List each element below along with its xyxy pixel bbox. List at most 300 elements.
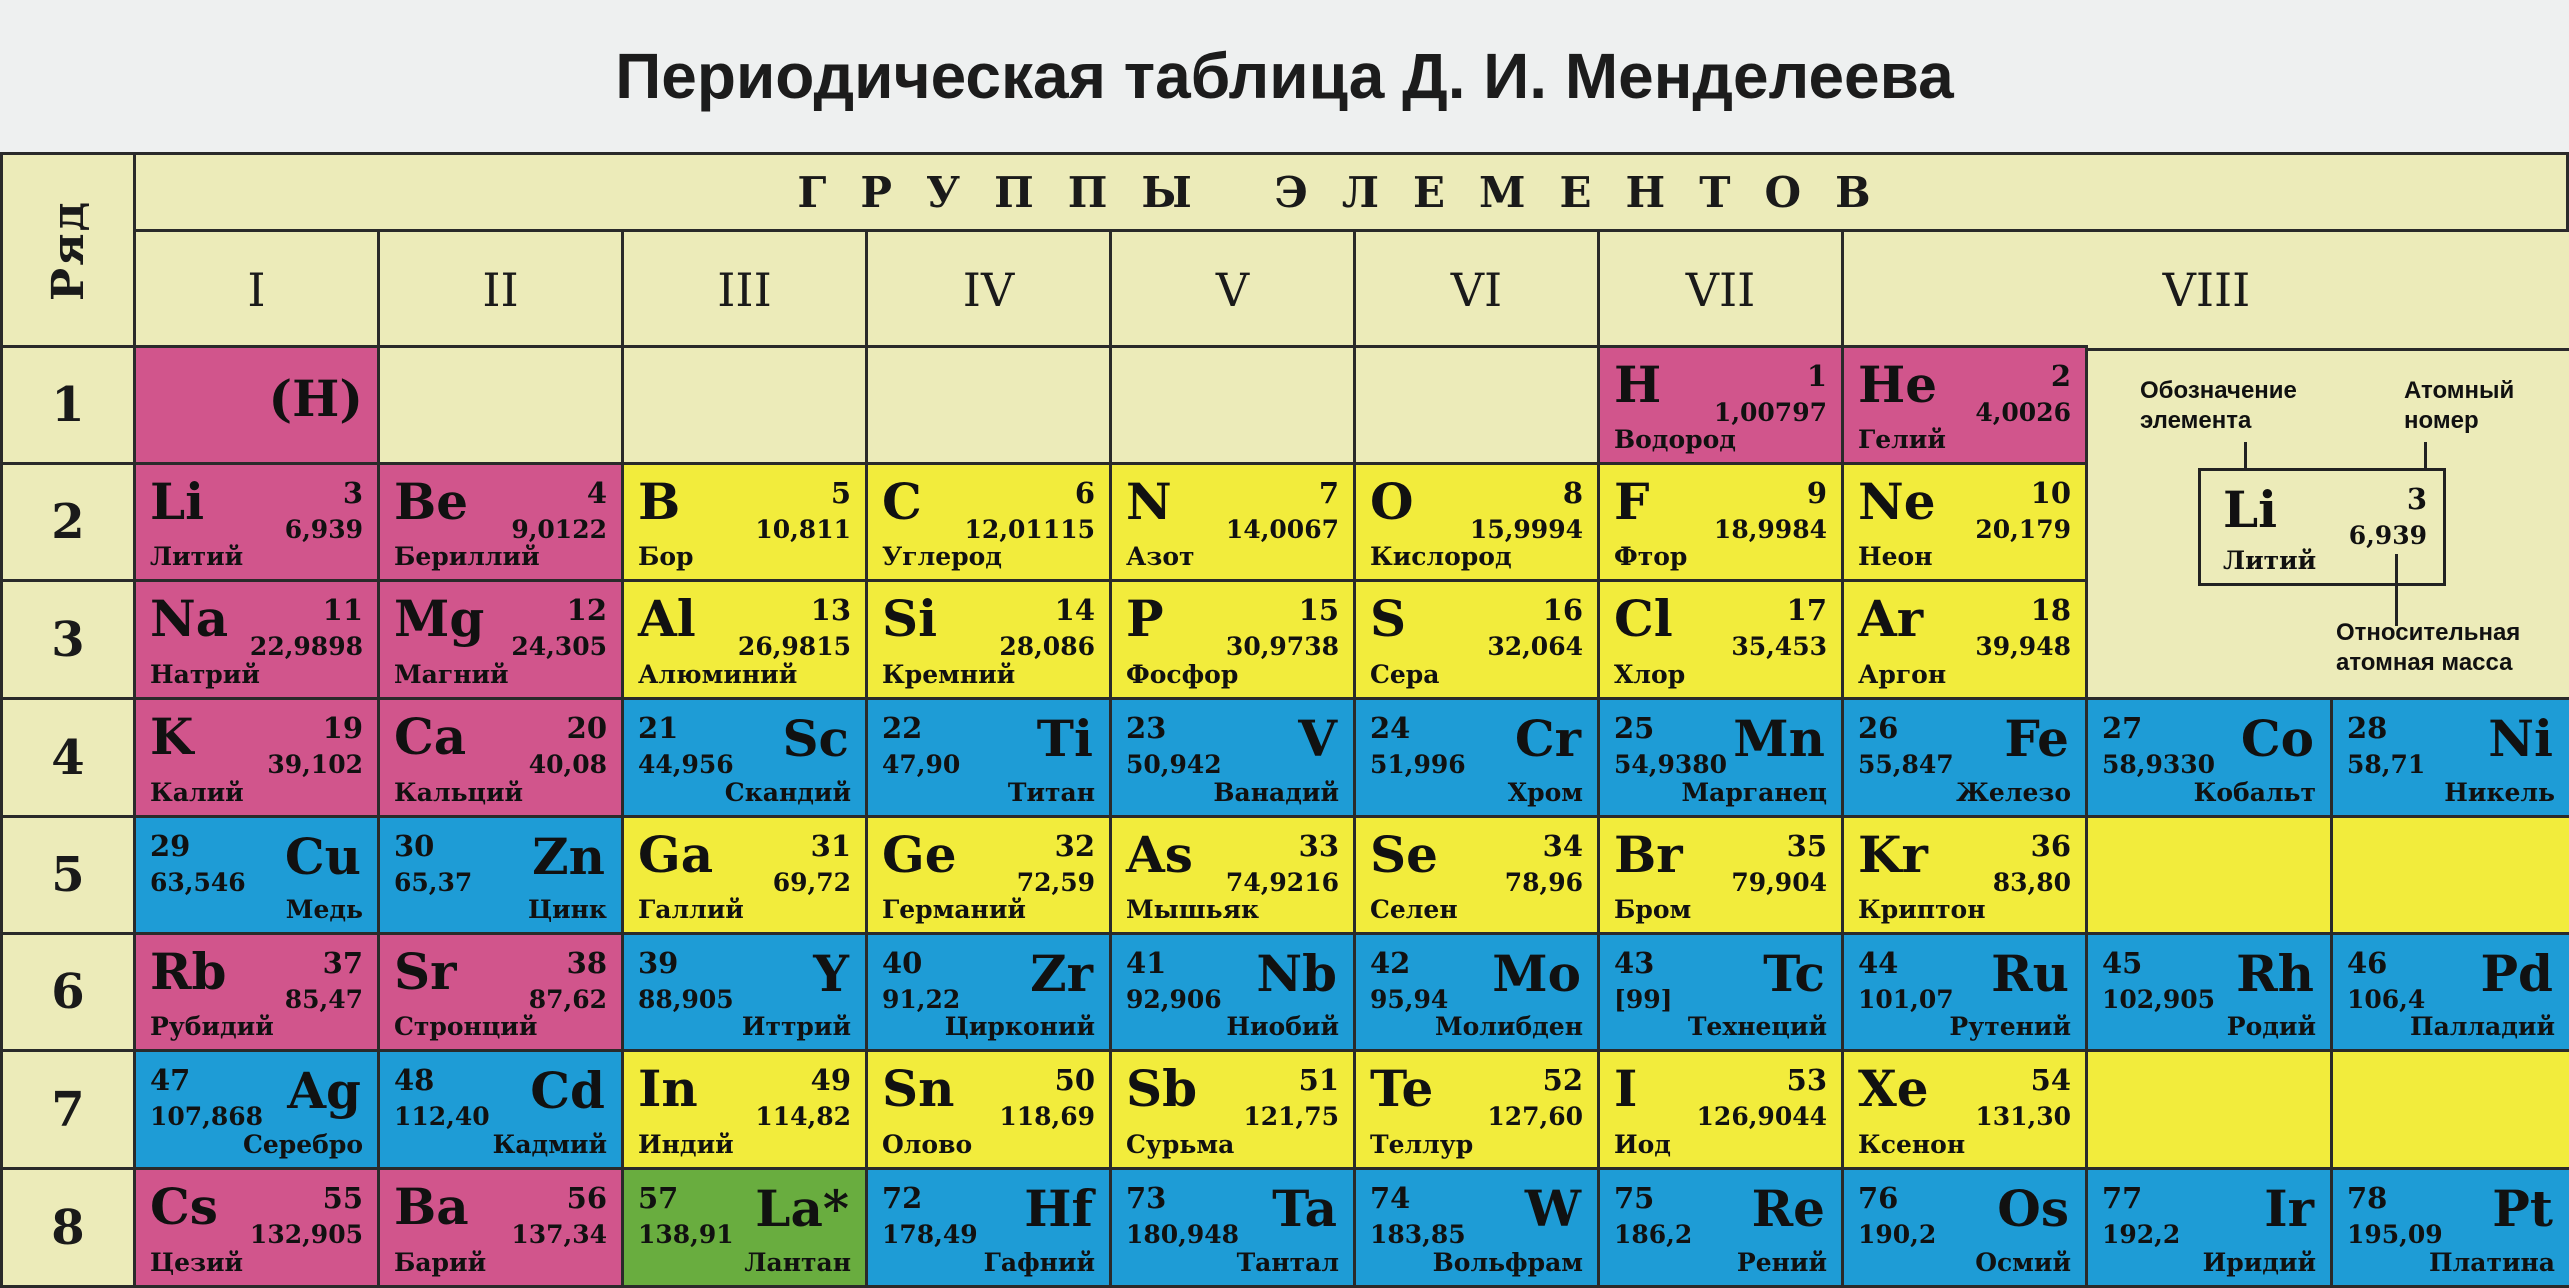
atomic-number: 38 xyxy=(566,946,607,980)
atomic-mass: 15,9994 xyxy=(1469,515,1583,544)
atomic-mass: 138,91 xyxy=(638,1220,734,1249)
element-symbol: Ti xyxy=(1036,709,1093,768)
atomic-number: 73 xyxy=(1126,1181,1167,1215)
element-cell[interactable] xyxy=(133,1167,380,1288)
element-symbol: He xyxy=(1858,355,1938,414)
element-name: Хлор xyxy=(1614,660,1686,689)
atomic-mass: 102,905 xyxy=(2102,985,2216,1014)
element-symbol: Nb xyxy=(1256,944,1337,1003)
element-name: Углерод xyxy=(882,542,1002,571)
atomic-number: 25 xyxy=(1614,711,1655,745)
element-symbol: Y xyxy=(813,944,849,1003)
atomic-number: 19 xyxy=(322,711,363,745)
element-symbol: Si xyxy=(882,589,938,648)
element-name: Ксенон xyxy=(1858,1130,1966,1159)
element-name: Алюминий xyxy=(638,660,798,689)
atomic-number: 5 xyxy=(830,476,851,510)
page-title: Периодическая таблица Д. И. Менделеева xyxy=(0,0,2569,152)
element-cell[interactable] xyxy=(865,932,1112,1052)
element-cell[interactable] xyxy=(621,932,868,1052)
atomic-mass: 95,94 xyxy=(1370,985,1449,1014)
element-name: Цинк xyxy=(527,895,607,924)
empty-cell xyxy=(621,345,868,465)
element-name: Хром xyxy=(1507,778,1583,807)
atomic-number: 54 xyxy=(2030,1063,2071,1097)
element-name: Кремний xyxy=(882,660,1016,689)
element-name: Магний xyxy=(394,660,509,689)
atomic-mass: 26,9815 xyxy=(737,632,851,661)
row-label-2: 2 xyxy=(0,462,136,582)
atomic-mass: 137,34 xyxy=(511,1220,607,1249)
element-cell[interactable] xyxy=(1109,815,1356,935)
element-symbol: As xyxy=(1126,825,1193,884)
element-symbol: Ru xyxy=(1991,944,2069,1003)
atomic-number: 32 xyxy=(1054,829,1095,863)
row-label-4: 4 xyxy=(0,697,136,818)
atomic-mass: 85,47 xyxy=(284,985,363,1014)
hydrogen-placeholder-label: (H) xyxy=(268,369,363,428)
atomic-mass: 101,07 xyxy=(1858,985,1954,1014)
element-cell[interactable] xyxy=(621,1049,868,1170)
atomic-number: 11 xyxy=(322,593,363,627)
element-cell[interactable] xyxy=(1109,932,1356,1052)
atomic-mass: 10,811 xyxy=(755,515,851,544)
element-cell[interactable] xyxy=(1597,1167,1844,1288)
atomic-number: 51 xyxy=(1298,1063,1339,1097)
atomic-number: 31 xyxy=(810,829,851,863)
element-cell[interactable] xyxy=(1597,579,1844,700)
element-cell[interactable] xyxy=(133,697,380,818)
element-name: Галлий xyxy=(638,895,744,924)
atomic-number: 6 xyxy=(1074,476,1095,510)
element-cell[interactable] xyxy=(865,462,1112,582)
element-name: Никель xyxy=(2444,778,2555,807)
atomic-mass: 44,956 xyxy=(638,750,734,779)
element-symbol: Fe xyxy=(2004,709,2069,768)
element-name: Железо xyxy=(1956,778,2071,807)
element-name: Сера xyxy=(1370,660,1440,689)
atomic-number: 9 xyxy=(1806,476,1827,510)
atomic-mass: 88,905 xyxy=(638,985,734,1014)
element-name: Кадмий xyxy=(492,1130,607,1159)
element-symbol: Sc xyxy=(782,709,849,768)
element-symbol: Li xyxy=(150,472,205,531)
element-symbol: I xyxy=(1614,1059,1638,1118)
atomic-number: 75 xyxy=(1614,1181,1655,1215)
atomic-mass: 32,064 xyxy=(1487,632,1583,661)
atomic-number: 40 xyxy=(882,946,923,980)
element-cell[interactable] xyxy=(621,579,868,700)
element-cell[interactable] xyxy=(1841,697,2088,818)
group-header-2: II xyxy=(377,229,624,351)
atomic-number: 4 xyxy=(586,476,607,510)
element-cell[interactable] xyxy=(1841,1049,2088,1170)
legend-example-mass: 6,939 xyxy=(2348,521,2427,550)
element-cell[interactable] xyxy=(1841,1167,2088,1288)
atomic-mass: 69,72 xyxy=(772,868,851,897)
element-symbol: W xyxy=(1524,1179,1581,1238)
atomic-number: 57 xyxy=(638,1181,679,1215)
atomic-mass: 30,9738 xyxy=(1225,632,1339,661)
element-cell[interactable] xyxy=(133,815,380,935)
atomic-number: 18 xyxy=(2030,593,2071,627)
atomic-mass: 186,2 xyxy=(1614,1220,1693,1249)
empty-cell xyxy=(1353,345,1600,465)
row-label-6: 6 xyxy=(0,932,136,1052)
atomic-mass: 79,904 xyxy=(1731,868,1827,897)
atomic-mass: 6,939 xyxy=(284,515,363,544)
element-name: Рений xyxy=(1736,1248,1827,1277)
legend-example-name: Литий xyxy=(2223,546,2317,575)
legend-mass-label: Относительная атомная масса xyxy=(2336,619,2521,676)
legend-example-cell xyxy=(2198,468,2446,586)
atomic-mass: 92,906 xyxy=(1126,985,1222,1014)
element-cell[interactable] xyxy=(377,932,624,1052)
element-name: Селен xyxy=(1370,895,1458,924)
atomic-number: 22 xyxy=(882,711,923,745)
element-cell[interactable] xyxy=(1353,697,1600,818)
row-label-8: 8 xyxy=(0,1167,136,1288)
element-symbol: Cd xyxy=(530,1061,605,1120)
atomic-number: 39 xyxy=(638,946,679,980)
atomic-mass: 55,847 xyxy=(1858,750,1954,779)
element-cell[interactable] xyxy=(133,579,380,700)
atomic-mass: 39,948 xyxy=(1975,632,2071,661)
atomic-mass: 54,9380 xyxy=(1614,750,1728,779)
element-name: Осмий xyxy=(1975,1248,2071,1277)
element-cell[interactable] xyxy=(1597,345,1844,465)
atomic-number: 24 xyxy=(1370,711,1411,745)
element-name: Вольфрам xyxy=(1432,1248,1583,1277)
element-symbol: Ge xyxy=(882,825,957,884)
element-symbol: Ar xyxy=(1858,589,1924,648)
element-cell[interactable] xyxy=(2085,1167,2333,1288)
element-symbol: Ca xyxy=(394,707,467,766)
element-name: Кобальт xyxy=(2193,778,2316,807)
atomic-number: 74 xyxy=(1370,1181,1411,1215)
element-cell[interactable] xyxy=(1353,1049,1600,1170)
element-cell[interactable] xyxy=(377,1167,624,1288)
element-symbol: In xyxy=(638,1059,698,1118)
atomic-number: 52 xyxy=(1542,1063,1583,1097)
element-symbol: Mn xyxy=(1733,709,1825,768)
element-name: Медь xyxy=(285,895,363,924)
element-cell[interactable] xyxy=(2085,932,2333,1052)
atomic-mass: 183,85 xyxy=(1370,1220,1466,1249)
atomic-number: 44 xyxy=(1858,946,1899,980)
element-name: Натрий xyxy=(150,660,260,689)
group-header-7: VII xyxy=(1597,229,1844,351)
element-name: Германий xyxy=(882,895,1026,924)
atomic-mass: 18,9984 xyxy=(1713,515,1827,544)
atomic-mass: 22,9898 xyxy=(249,632,363,661)
element-cell[interactable] xyxy=(621,815,868,935)
atomic-mass: 24,305 xyxy=(511,632,607,661)
atomic-number: 33 xyxy=(1298,829,1339,863)
element-cell[interactable] xyxy=(1109,1049,1356,1170)
element-symbol: Ag xyxy=(287,1061,361,1120)
element-symbol: Rh xyxy=(2236,944,2314,1003)
element-name: Серебро xyxy=(242,1130,363,1159)
atomic-number: 17 xyxy=(1786,593,1827,627)
element-cell[interactable] xyxy=(1353,579,1600,700)
element-cell[interactable] xyxy=(1353,932,1600,1052)
element-symbol: Na xyxy=(150,589,229,648)
element-name: Азот xyxy=(1126,542,1195,571)
atomic-mass: [99] xyxy=(1614,985,1673,1014)
element-cell[interactable] xyxy=(133,1049,380,1170)
atomic-number: 56 xyxy=(566,1181,607,1215)
atomic-number: 36 xyxy=(2030,829,2071,863)
element-name: Литий xyxy=(150,542,244,571)
atomic-number: 48 xyxy=(394,1063,435,1097)
atomic-number: 21 xyxy=(638,711,679,745)
group-header-6: VI xyxy=(1353,229,1600,351)
element-cell[interactable] xyxy=(1597,932,1844,1052)
element-symbol: P xyxy=(1126,589,1164,648)
element-name: Водород xyxy=(1614,425,1736,454)
element-cell[interactable] xyxy=(1841,345,2088,465)
legend-line-mass xyxy=(2395,554,2398,626)
atomic-number: 10 xyxy=(2030,476,2071,510)
hydrogen-placeholder-cell xyxy=(133,345,380,465)
element-cell[interactable] xyxy=(621,462,868,582)
element-symbol: La* xyxy=(755,1179,849,1238)
element-name: Родий xyxy=(2226,1012,2316,1041)
atomic-number: 27 xyxy=(2102,711,2143,745)
element-name: Фосфор xyxy=(1126,660,1239,689)
atomic-mass: 14,0067 xyxy=(1225,515,1339,544)
element-cell[interactable] xyxy=(1841,815,2088,935)
atomic-number: 45 xyxy=(2102,946,2143,980)
atomic-number: 41 xyxy=(1126,946,1167,980)
element-cell[interactable] xyxy=(133,462,380,582)
element-symbol: Sn xyxy=(882,1059,955,1118)
element-cell[interactable] xyxy=(1841,579,2088,700)
element-name: Кальций xyxy=(394,778,524,807)
element-cell[interactable] xyxy=(133,932,380,1052)
element-cell[interactable] xyxy=(1353,1167,1600,1288)
element-symbol: Ta xyxy=(1272,1179,1337,1238)
empty-cell xyxy=(865,345,1112,465)
atomic-mass: 50,942 xyxy=(1126,750,1222,779)
atomic-mass: 91,22 xyxy=(882,985,961,1014)
element-symbol: Co xyxy=(2240,709,2314,768)
atomic-number: 14 xyxy=(1054,593,1095,627)
element-symbol: Kr xyxy=(1858,825,1928,884)
atomic-number: 1 xyxy=(1806,359,1827,393)
atomic-mass: 192,2 xyxy=(2102,1220,2181,1249)
atomic-mass: 178,49 xyxy=(882,1220,978,1249)
element-symbol: K xyxy=(150,707,194,766)
element-cell[interactable] xyxy=(1109,462,1356,582)
atomic-mass: 83,80 xyxy=(1992,868,2071,897)
element-symbol: N xyxy=(1126,472,1172,531)
atomic-number: 3 xyxy=(342,476,363,510)
element-cell[interactable] xyxy=(1841,462,2088,582)
group-header-1: I xyxy=(133,229,380,351)
element-symbol: Mo xyxy=(1492,944,1581,1003)
element-name: Иридий xyxy=(2202,1248,2316,1277)
element-symbol: V xyxy=(1298,709,1337,768)
atomic-mass: 126,9044 xyxy=(1696,1102,1827,1131)
element-name: Иттрий xyxy=(741,1012,851,1041)
element-cell[interactable] xyxy=(1353,815,1600,935)
atomic-mass: 131,30 xyxy=(1975,1102,2071,1131)
atomic-mass: 58,71 xyxy=(2347,750,2426,779)
element-name: Иод xyxy=(1614,1130,1671,1159)
element-cell[interactable] xyxy=(1841,932,2088,1052)
atomic-mass: 195,09 xyxy=(2347,1220,2443,1249)
element-name: Палладий xyxy=(2409,1012,2555,1041)
element-symbol: Re xyxy=(1751,1179,1825,1238)
element-cell[interactable] xyxy=(1597,1049,1844,1170)
atomic-mass: 40,08 xyxy=(528,750,607,779)
element-name: Титан xyxy=(1007,778,1095,807)
element-symbol: Ga xyxy=(638,825,714,884)
atomic-mass: 47,90 xyxy=(882,750,961,779)
atomic-mass: 20,179 xyxy=(1975,515,2071,544)
element-cell[interactable] xyxy=(865,815,1112,935)
element-symbol: Zn xyxy=(532,827,605,886)
atomic-mass: 121,75 xyxy=(1243,1102,1339,1131)
element-cell[interactable] xyxy=(865,1167,1112,1288)
element-symbol: Cu xyxy=(284,827,361,886)
atomic-mass: 51,996 xyxy=(1370,750,1466,779)
element-name: Олово xyxy=(882,1130,973,1159)
element-name: Рутений xyxy=(1949,1012,2071,1041)
element-symbol: Ni xyxy=(2488,709,2553,768)
atomic-mass: 106,4 xyxy=(2347,985,2426,1014)
element-cell[interactable] xyxy=(865,1049,1112,1170)
element-cell[interactable] xyxy=(1597,697,1844,818)
element-name: Аргон xyxy=(1858,660,1947,689)
element-symbol: Pd xyxy=(2480,944,2553,1003)
atomic-mass: 63,546 xyxy=(150,868,246,897)
element-symbol: Al xyxy=(638,589,696,648)
element-name: Неон xyxy=(1858,542,1933,571)
element-name: Гелий xyxy=(1858,425,1946,454)
element-name: Индий xyxy=(638,1130,734,1159)
atomic-number: 23 xyxy=(1126,711,1167,745)
element-name: Стронций xyxy=(394,1012,538,1041)
element-name: Цирконий xyxy=(944,1012,1095,1041)
element-name: Калий xyxy=(150,778,244,807)
row-header-label: Ряд xyxy=(42,199,94,301)
atomic-number: 46 xyxy=(2347,946,2388,980)
element-name: Цезий xyxy=(150,1248,244,1277)
empty-cell xyxy=(1109,345,1356,465)
atomic-mass: 132,905 xyxy=(249,1220,363,1249)
element-symbol: F xyxy=(1614,472,1650,531)
element-cell[interactable] xyxy=(1353,462,1600,582)
element-symbol: Cs xyxy=(150,1177,218,1236)
element-name: Тантал xyxy=(1236,1248,1339,1277)
element-cell[interactable] xyxy=(1109,579,1356,700)
element-cell[interactable] xyxy=(621,1167,868,1288)
atomic-number: 72 xyxy=(882,1181,923,1215)
element-symbol: Cr xyxy=(1514,709,1581,768)
element-cell[interactable] xyxy=(2330,697,2569,818)
atomic-number: 16 xyxy=(1542,593,1583,627)
element-symbol: Ne xyxy=(1858,472,1936,531)
atomic-number: 7 xyxy=(1318,476,1339,510)
periodic-table xyxy=(0,152,2569,1288)
element-symbol: Sb xyxy=(1126,1059,1198,1118)
atomic-number: 12 xyxy=(566,593,607,627)
atomic-number: 47 xyxy=(150,1063,191,1097)
element-cell[interactable] xyxy=(1597,462,1844,582)
atomic-mass: 87,62 xyxy=(528,985,607,1014)
atomic-number: 20 xyxy=(566,711,607,745)
element-cell[interactable] xyxy=(377,1049,624,1170)
element-cell[interactable] xyxy=(1109,1167,1356,1288)
element-symbol: Br xyxy=(1614,825,1683,884)
element-cell[interactable] xyxy=(1109,697,1356,818)
atomic-number: 43 xyxy=(1614,946,1655,980)
atomic-number: 77 xyxy=(2102,1181,2143,1215)
atomic-number: 35 xyxy=(1786,829,1827,863)
element-cell[interactable] xyxy=(865,697,1112,818)
atomic-number: 55 xyxy=(322,1181,363,1215)
element-cell[interactable] xyxy=(621,697,868,818)
atomic-number: 13 xyxy=(810,593,851,627)
element-symbol: C xyxy=(882,472,922,531)
element-cell[interactable] xyxy=(377,697,624,818)
element-name: Марганец xyxy=(1681,778,1827,807)
element-name: Криптон xyxy=(1858,895,1986,924)
element-cell[interactable] xyxy=(865,579,1112,700)
atomic-number: 29 xyxy=(150,829,191,863)
element-symbol: Os xyxy=(1997,1179,2069,1238)
element-cell[interactable] xyxy=(1597,815,1844,935)
element-symbol: Ba xyxy=(394,1177,469,1236)
element-cell[interactable] xyxy=(2330,1167,2569,1288)
atomic-number: 26 xyxy=(1858,711,1899,745)
atomic-mass: 74,9216 xyxy=(1225,868,1339,897)
atomic-number: 50 xyxy=(1054,1063,1095,1097)
element-name: Технеций xyxy=(1687,1012,1827,1041)
element-cell[interactable] xyxy=(377,462,624,582)
atomic-mass: 118,69 xyxy=(999,1102,1095,1131)
atomic-mass: 12,01115 xyxy=(964,515,1095,544)
element-symbol: Te xyxy=(1370,1059,1434,1118)
element-cell[interactable] xyxy=(2330,932,2569,1052)
element-symbol: Be xyxy=(394,472,469,531)
atomic-number: 34 xyxy=(1542,829,1583,863)
row-label-7: 7 xyxy=(0,1049,136,1170)
row-label-3: 3 xyxy=(0,579,136,700)
element-name: Бром xyxy=(1614,895,1692,924)
row-label-5: 5 xyxy=(0,815,136,935)
element-name: Бериллий xyxy=(394,542,540,571)
group-header-4: IV xyxy=(865,229,1112,351)
element-symbol: Cl xyxy=(1614,589,1673,648)
atomic-mass: 39,102 xyxy=(267,750,363,779)
atomic-number: 78 xyxy=(2347,1181,2388,1215)
atomic-mass: 78,96 xyxy=(1504,868,1583,897)
element-cell[interactable] xyxy=(377,815,624,935)
element-cell[interactable] xyxy=(377,579,624,700)
element-symbol: Pt xyxy=(2492,1179,2553,1238)
group-header-3: III xyxy=(621,229,868,351)
element-name: Ванадий xyxy=(1213,778,1339,807)
atomic-mass: 127,60 xyxy=(1487,1102,1583,1131)
atomic-number: 2 xyxy=(2050,359,2071,393)
element-cell[interactable] xyxy=(2085,697,2333,818)
element-name: Скандий xyxy=(724,778,851,807)
legend-example-symbol: Li xyxy=(2223,480,2278,539)
